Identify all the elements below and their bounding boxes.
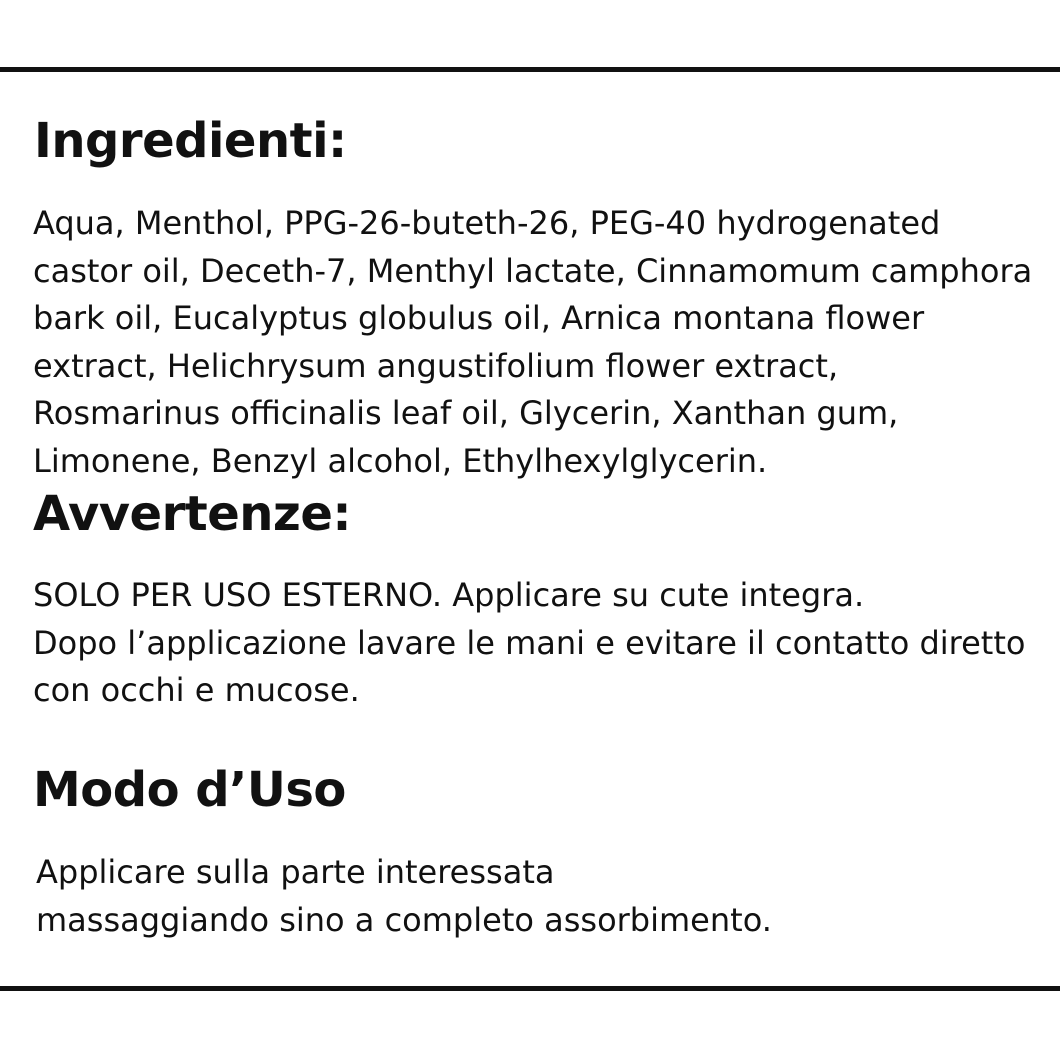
ingredients-line: Rosmarinus officinalis leaf oil, Glycerin, Xanthan gum, (33, 394, 899, 432)
warnings-line: SOLO PER USO ESTERNO. Applicare su cute integra. (33, 576, 865, 614)
ingredients-line: bark oil, Eucalyptus globulus oil, Arnica montana flower (33, 299, 925, 337)
warnings-text (33, 572, 1025, 715)
top-divider (0, 67, 1060, 72)
warnings-heading: Avvertenze: (33, 486, 352, 542)
warnings-line: Dopo l’applicazione lavare le mani e evitare il contatto diretto (33, 623, 1026, 662)
usage-text (36, 849, 772, 944)
bottom-divider (0, 986, 1060, 991)
usage-line: Applicare sulla parte interessata (36, 853, 555, 891)
warnings-line: con occhi e mucose. (33, 671, 360, 709)
ingredients-heading: Ingredienti: (34, 113, 347, 169)
usage-heading: Modo d’Uso (33, 762, 346, 818)
ingredients-line: Aqua, Menthol, PPG-26-buteth-26, PEG-40 hydrogenated (33, 204, 941, 242)
ingredients-text (33, 200, 1032, 485)
usage-line: massaggiando sino a completo assorbimento. (36, 900, 772, 939)
ingredients-line: extract, Helichrysum angustifolium flower extract, (33, 346, 839, 385)
ingredients-line: Limonene, Benzyl alcohol, Ethylhexylglycerin. (33, 441, 768, 480)
ingredients-line: castor oil, Deceth-7, Menthyl lactate, Cinnamomum camphora (33, 251, 1033, 290)
